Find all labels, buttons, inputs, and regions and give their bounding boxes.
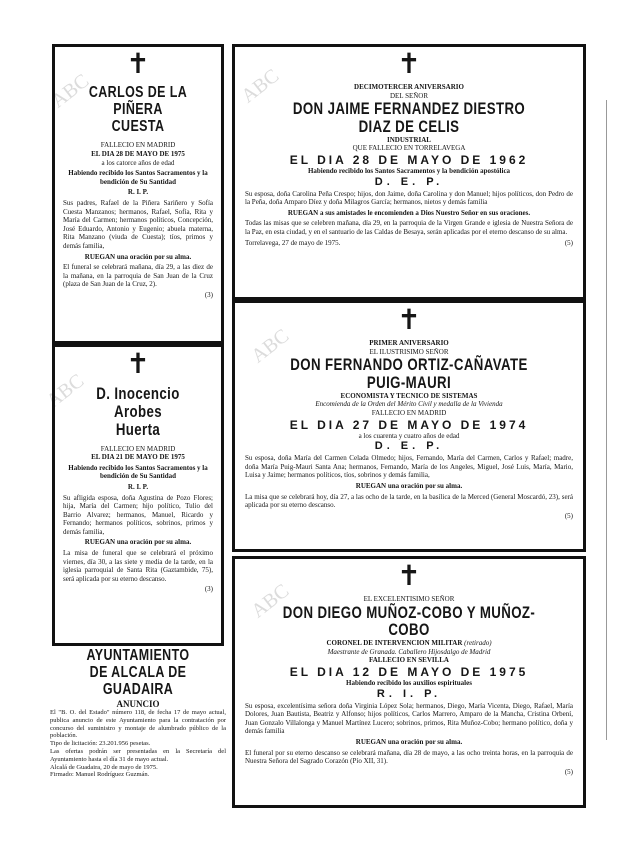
deceased-name: DON DIEGO MUÑOZ-COBO Y MUÑOZ-COBO	[282, 602, 536, 640]
place-date: Torrelavega, 27 de mayo de 1975.	[245, 238, 341, 247]
rip: R. I. P.	[127, 188, 149, 197]
ruegan: RUEGAN una oración por su alma.	[355, 482, 463, 491]
ref-number: (5)	[564, 767, 573, 776]
cross-icon: ✝	[126, 49, 150, 80]
ref-number: (3)	[204, 585, 213, 594]
death-date: EL DIA 28 DE MAYO DE 1975	[91, 149, 185, 158]
died-in: QUE FALLECIO EN TORRELAVEGA	[352, 144, 466, 153]
funeral-notice: El funeral por su eterno descanso se celebrará mañana, día 28 de mayo, a las ocho treinta horas, en la parroquia de Nuestra Señora del Sagrado Corazón (Pío XII, 31).	[245, 748, 573, 766]
sacraments: Habiendo recibido los Santos Sacramentos y la bendición apostólica	[307, 167, 511, 176]
notice-body: El "B. O. del Estado" número 118, de fecha 17 de mayo actual, publica anuncio de este Ayuntamiento para la contratación por concurso del suministro y montaje de alumbrado público de la población.	[50, 708, 226, 740]
notice-signature: Firmado: Manuel Rodríguez Guzmán.	[50, 771, 150, 778]
profession: INDUSTRIAL	[387, 135, 431, 144]
deceased-name: DON FERNANDO ORTIZ-CAÑAVATE PUIG-MAURI	[290, 355, 528, 393]
funeral-notice: El funeral se celebrará mañana, día 29, a las diez de la mañana, en la parroquia de San Juan de la Cruz (plaza de San Juan de la Cruz, 2).	[63, 263, 213, 289]
deceased-name-line2: CUESTA	[111, 117, 165, 135]
deceased-name: CARLOS DE LA PIÑERA	[88, 84, 188, 118]
sacraments: Habiendo recibido los Santos Sacramentos y la bendición de Su Santidad	[68, 463, 208, 481]
deceased-name-line2: Huerta	[115, 419, 161, 439]
ref-number: (5)	[564, 511, 573, 520]
watermark: ABC	[47, 69, 94, 113]
rip: R. I. P.	[127, 482, 149, 491]
cross-icon: ✝	[397, 561, 421, 592]
sacraments: Habiendo recibido los Santos Sacramentos y la bendición de Su Santidad	[68, 169, 208, 186]
ruegan: RUEGAN a sus amistades le encomienden a Dios Nuestro Señor en sus oraciones.	[287, 208, 531, 217]
cross-icon: ✝	[126, 349, 150, 380]
rank: CORONEL DE INTERVENCION MILITAR	[326, 639, 463, 648]
death-date: EL DIA 21 DE MAYO DE 1975	[91, 453, 185, 462]
died-in: FALLECIO EN MADRID	[371, 409, 447, 418]
death-date: EL DIA 12 DE MAYO DE 1975	[289, 665, 529, 680]
cross-icon: ✝	[397, 305, 421, 336]
rip: R. I. P.	[376, 687, 442, 700]
died-in: FALLECIO EN MADRID	[100, 141, 176, 150]
family: Su esposa, doña María del Carmen Celada Olmedo; hijos, Fernando, María del Carmen, Carlos y Rafael; madre, doña María Puig-Mauri Santa Ana; hermanos, Fernando, María de los Angeles, Miguel, José Luis, María, Mario, Luisa y Jaime; hermanos políticos, tíos, sobrinos y demás familia,	[245, 454, 573, 480]
rip: D. E. P.	[374, 175, 444, 188]
notice-bid: Tipo de licitación: 23.201.956 pesetas.	[50, 740, 151, 748]
masses: Todas las misas que se celebren mañana, día 29, en la parroquia de la Virgen Grande e iglesia de Nuestra Señora de la Paz, en esta ciudad, y en el santuario de las Caldas de Besaya, serán aplicadas por el eterno descanso de su alma.	[245, 219, 573, 237]
family: Su esposa, doña Carolina Peña Crespo; hijos, don Jaime, doña Carolina y don Manuel; hijos políticos, don Pedro de la Peña, doña Amparo Díez y doña Milagros García; hermanos, nietos y demás familia	[245, 189, 573, 207]
title: EL EXCELENTISIMO SEÑOR	[363, 595, 455, 603]
family: Su afligida esposa, doña Agustina de Pozo Flores; hija, María del Carmen; hijo político, Tulio del Barrio Alvarez; hermanos, Manuel, Ricardo y Fernando; hermanos políticos, sobrinos, primos y demás familia,	[63, 493, 213, 536]
death-date: EL DIA 28 DE MAYO DE 1962	[289, 153, 529, 168]
obituary-diego-munoz-cobo	[232, 556, 586, 808]
death-date: EL DIA 27 DE MAYO DE 1974	[289, 417, 529, 432]
died-in: FALLECIO EN SEVILLA	[368, 656, 449, 665]
ruegan: RUEGAN una oración por su alma.	[84, 252, 192, 261]
notice-deadline: Las ofertas podrán ser presentadas en la Secretaría del Ayuntamiento hasta el día 31 de mayo actual.	[50, 747, 226, 763]
ruegan: RUEGAN una oración por su alma.	[84, 538, 192, 547]
notice-title-line2: DE ALCALA DE GUADAIRA	[89, 663, 187, 698]
mass-notice: La misa que se celebrará hoy, día 27, a las ocho de la tarde, en la basílica de la Merced (General Moscardó, 23), será aplicada por su eterno descanso.	[245, 492, 573, 510]
obituary-jaime-fernandez	[232, 44, 586, 300]
deceased-name: DON JAIME FERNANDEZ DIESTRO DIAZ DE CELIS	[292, 99, 526, 137]
family: Su esposa, excelentísima señora doña Virginia López Sola; hermanos, Diego, María Vicenta, Diego, Rafael, María Dolores, Juan Bautista, Beatriz y Alfonso; hijos políticos, Carlos Marrero, Amparo de la Mancha, Cristina Orbení, Juan Gonzalo Villalonga y Manuel Martínez Lucero; sobrinos, primos, Rita Muñoz-Cobo; hermano político, doña y demás familia	[245, 701, 573, 736]
title: EL ILUSTRISIMO SEÑOR	[369, 347, 449, 356]
watermark: ABC	[42, 369, 89, 413]
ref-number: (5)	[564, 238, 573, 247]
died-in: FALLECIO EN MADRID	[100, 444, 176, 453]
rank-note: (retirado)	[464, 639, 492, 648]
watermark: ABC	[237, 64, 284, 108]
page-edge-rule	[606, 100, 617, 740]
municipal-notice	[50, 648, 226, 778]
notice-place-date: Alcalá de Guadaira, 20 de mayo de 1975.	[50, 763, 158, 771]
age: a los cuarenta y cuatro años de edad	[358, 431, 460, 440]
deceased-name: D. Inocencio Arobes	[96, 384, 180, 421]
watermark: ABC	[247, 579, 294, 623]
obituary-inocencio-arobes	[52, 344, 224, 646]
sacraments: Habiendo recibido los auxilios espirituales	[346, 679, 472, 688]
honors: Encomienda de la Orden del Mérito Civil y medalla de la Vivienda	[315, 400, 503, 409]
notice-heading: ANUNCIO	[116, 699, 160, 710]
notice-title: AYUNTAMIENTO	[86, 648, 190, 664]
funeral-notice: La misa de funeral que se celebrará el próximo viernes, día 30, a las siete y media de la tarde, en la iglesia parroquial de Santa Rita (Gaztambide, 75), será aplicada por su eterno descanso.	[63, 549, 213, 583]
anniversary: DECIMOTERCER ANIVERSARIO	[354, 83, 464, 91]
title: DEL SEÑOR	[389, 91, 429, 100]
profession: ECONOMISTA Y TECNICO DE SISTEMAS	[340, 391, 478, 400]
age: a los catorce años de edad	[101, 158, 175, 167]
cross-icon: ✝	[397, 49, 421, 80]
rip: D. E. P.	[374, 440, 444, 453]
family: Sus padres, Rafael de la Piñera Sariñero y Sofía Cuesta Manzanos; hermanos, Rafael, Sofía, Rita y María del Carmen; hermanos políticos, Concepción, José Eduardo, Antonio y Eugenio; abuela materna, Rita Manzano (viuda de Cuesta); tíos, primos y demás familia,	[63, 198, 213, 250]
ref-number: (3)	[204, 290, 213, 299]
ruegan: RUEGAN una oración por su alma.	[355, 738, 463, 747]
obituary-fernando-ortiz	[232, 300, 586, 552]
watermark: ABC	[247, 324, 294, 368]
order: Maestrante de Granada. Caballero Hijosdalgo de Madrid	[327, 647, 491, 656]
anniversary: PRIMER ANIVERSARIO	[369, 339, 449, 347]
obituary-carlos-pinera	[52, 44, 224, 344]
